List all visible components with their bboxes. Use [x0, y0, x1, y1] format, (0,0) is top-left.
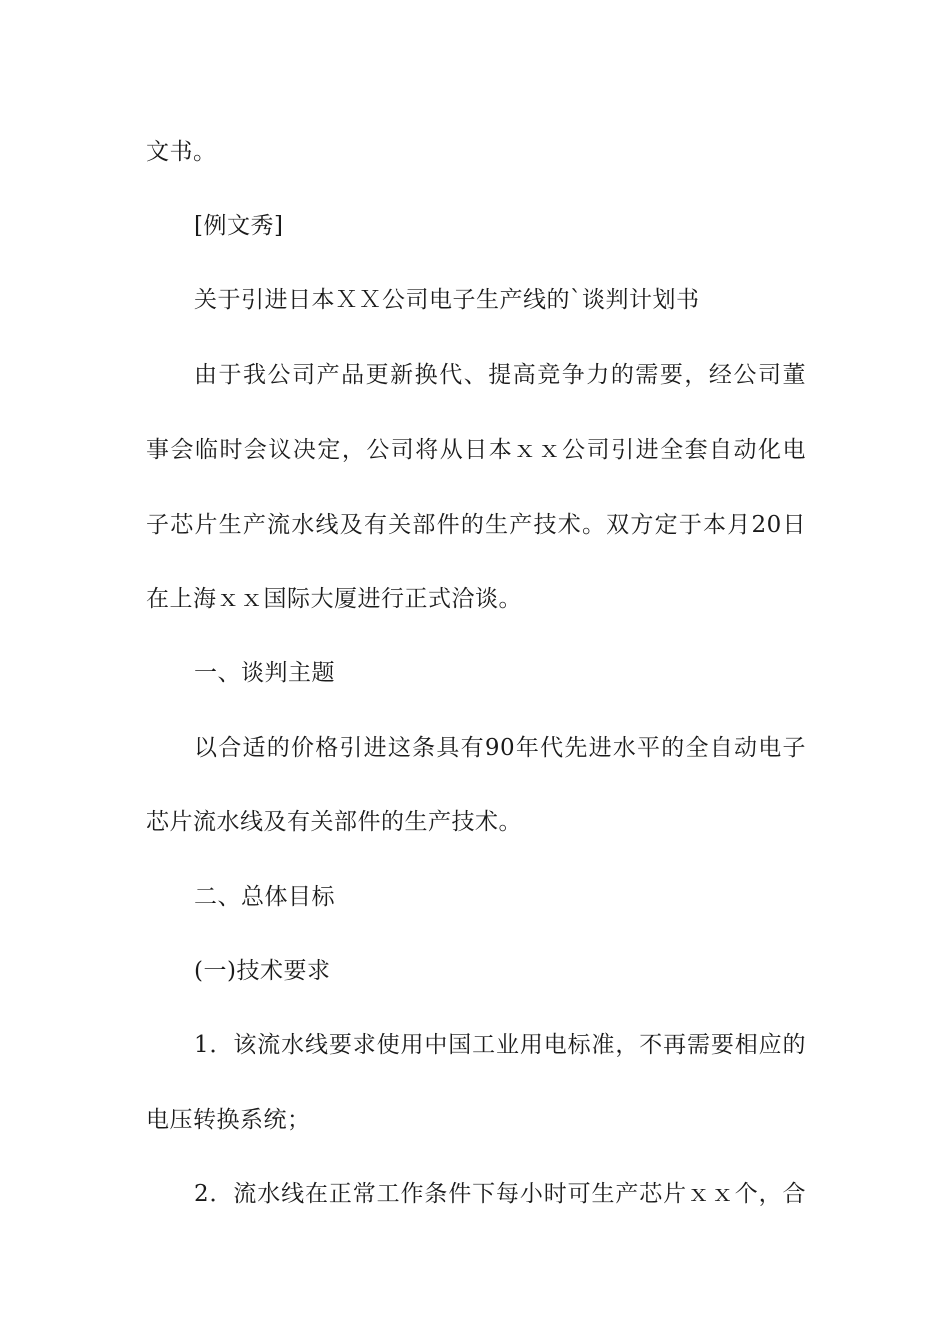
text-line-5: 事会临时会议决定，公司将从日本ｘｘ公司引进全套自动化电: [146, 437, 806, 463]
text-line-9: 以合适的价格引进这条具有90年代先进水平的全自动电子: [194, 735, 806, 761]
section-heading-2: 二、总体目标: [194, 884, 335, 910]
text-line-10: 芯片流水线及有关部件的生产技术。: [146, 809, 522, 835]
text-line-13: 1．该流水线要求使用中国工业用电标准，不再需要相应的: [194, 1032, 806, 1058]
text-line-4: 由于我公司产品更新换代、提高竞争力的需要，经公司董: [194, 362, 806, 388]
text-line-1: 文书。: [146, 139, 217, 165]
section-heading-1: 一、谈判主题: [194, 660, 335, 686]
text-line-7: 在上海ｘｘ国际大厦进行正式洽谈。: [146, 586, 522, 612]
subsection-heading-1: (一)技术要求: [194, 958, 331, 984]
text-line-15: 2．流水线在正常工作条件下每小时可生产芯片ｘｘ个，合: [194, 1181, 806, 1207]
text-line-2: [例文秀]: [194, 213, 284, 239]
document-title: 关于引进日本ＸＸ公司电子生产线的`谈判计划书: [194, 287, 700, 313]
text-line-6: 子芯片生产流水线及有关部件的生产技术。双方定于本月20日: [146, 512, 806, 538]
text-line-14: 电压转换系统；: [146, 1107, 311, 1133]
